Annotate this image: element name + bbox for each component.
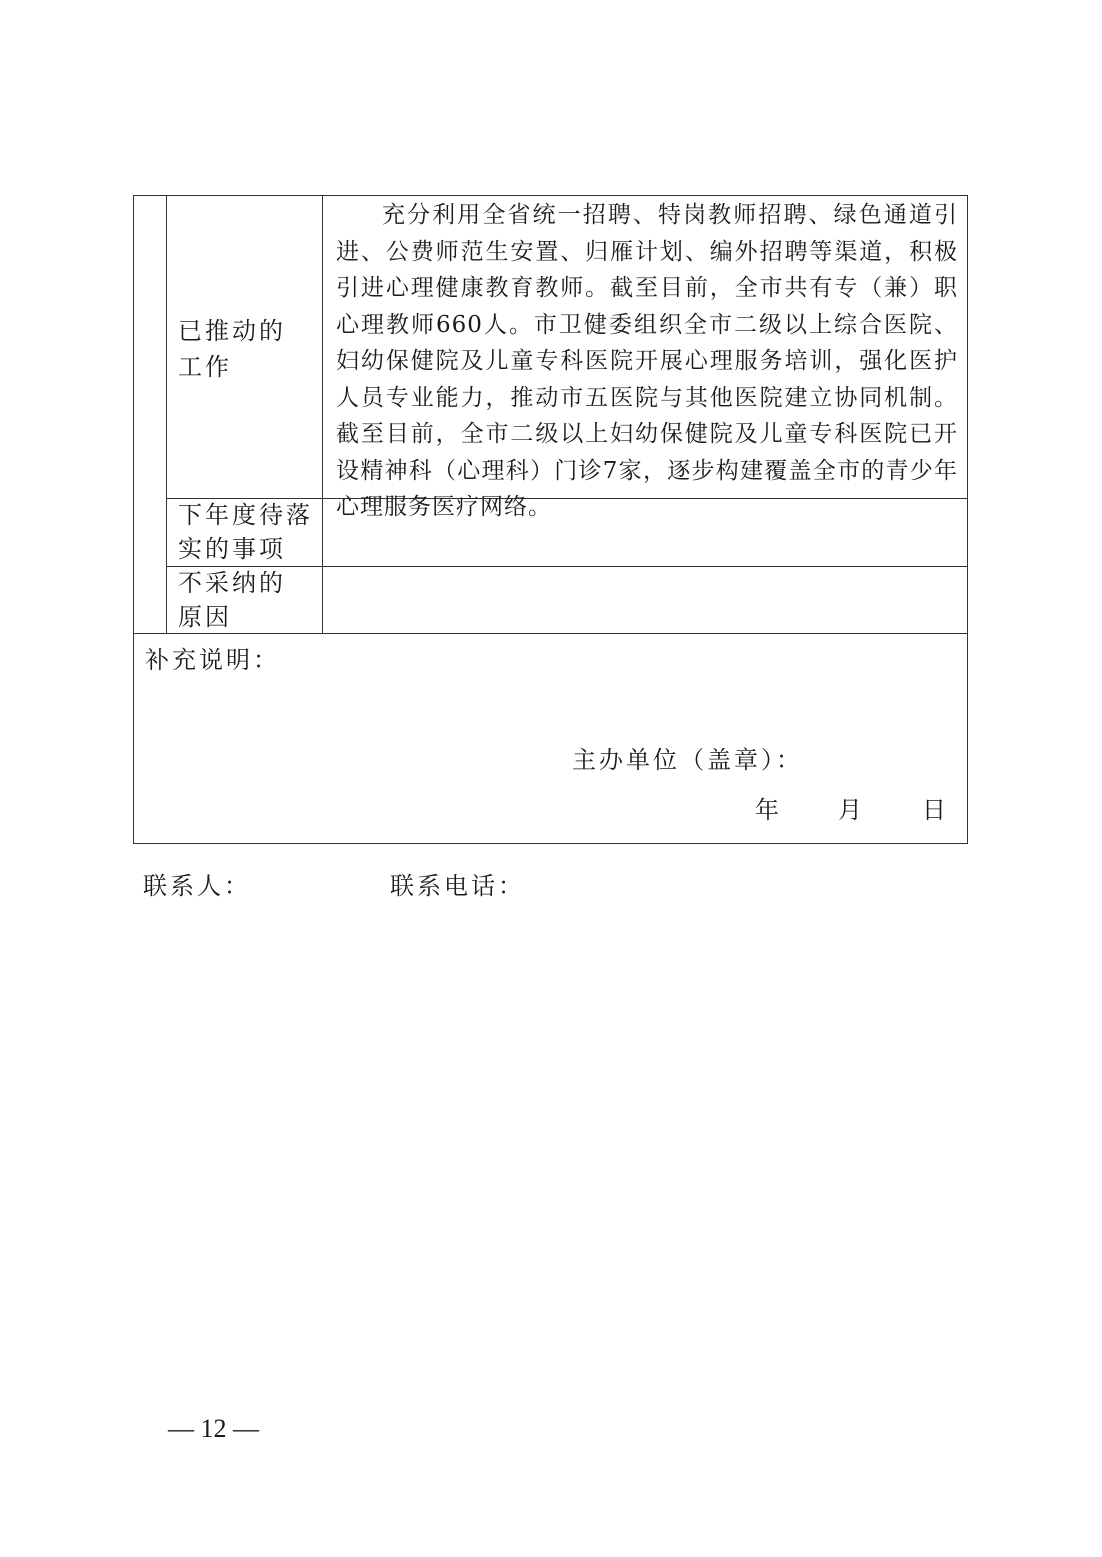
row-done-label-line1: 已推动的	[178, 317, 286, 345]
organizer-seal-label: 主办单位（盖章）：	[572, 746, 803, 774]
row-done-content: 充分利用全省统一招聘、特岗教师招聘、绿色通道引进、公费师范生安置、归雁计划、编外招聘等渠道，积极引进心理健康教育教师。截至目前，全市共有专（兼）职心理教师660人。市卫健委组织全市二级以上综合医院、妇幼保健院及儿童专科医院开展心理服务培训，强化医护人员专业能力，推动市五医院与其他医院建立协同机制。截至目前，全市二级以上妇幼保健院及儿童专科医院已开设精神科（心理科）门诊7家，逐步构建覆盖全市的青少年心理服务医疗网络。	[336, 202, 958, 520]
row-reject-label-line2: 原因	[178, 603, 232, 631]
date-year: 年	[755, 796, 779, 824]
table-row-divider-2	[166, 566, 968, 567]
supplement-label: 补充说明：	[145, 646, 280, 674]
contact-phone-label: 联系电话：	[390, 872, 525, 900]
row-next-label	[178, 498, 313, 566]
row-next-label-line2: 实的事项	[178, 535, 286, 563]
row-reject-content	[336, 572, 958, 627]
row-reject-label	[178, 566, 286, 634]
table-label-column-divider	[322, 195, 323, 633]
row-reject-label-line1: 不采纳的	[178, 569, 286, 597]
row-done-label	[178, 313, 286, 385]
date-day: 日	[922, 796, 946, 824]
table-left-column-divider	[166, 195, 167, 633]
date-month: 月	[838, 796, 862, 824]
row-next-label-line1: 下年度待落	[178, 501, 313, 529]
page-number: — 12 —	[168, 1414, 259, 1443]
row-done-label-line2: 工作	[178, 353, 232, 381]
contact-person-label: 联系人：	[143, 872, 251, 900]
row-next-content	[336, 505, 958, 560]
